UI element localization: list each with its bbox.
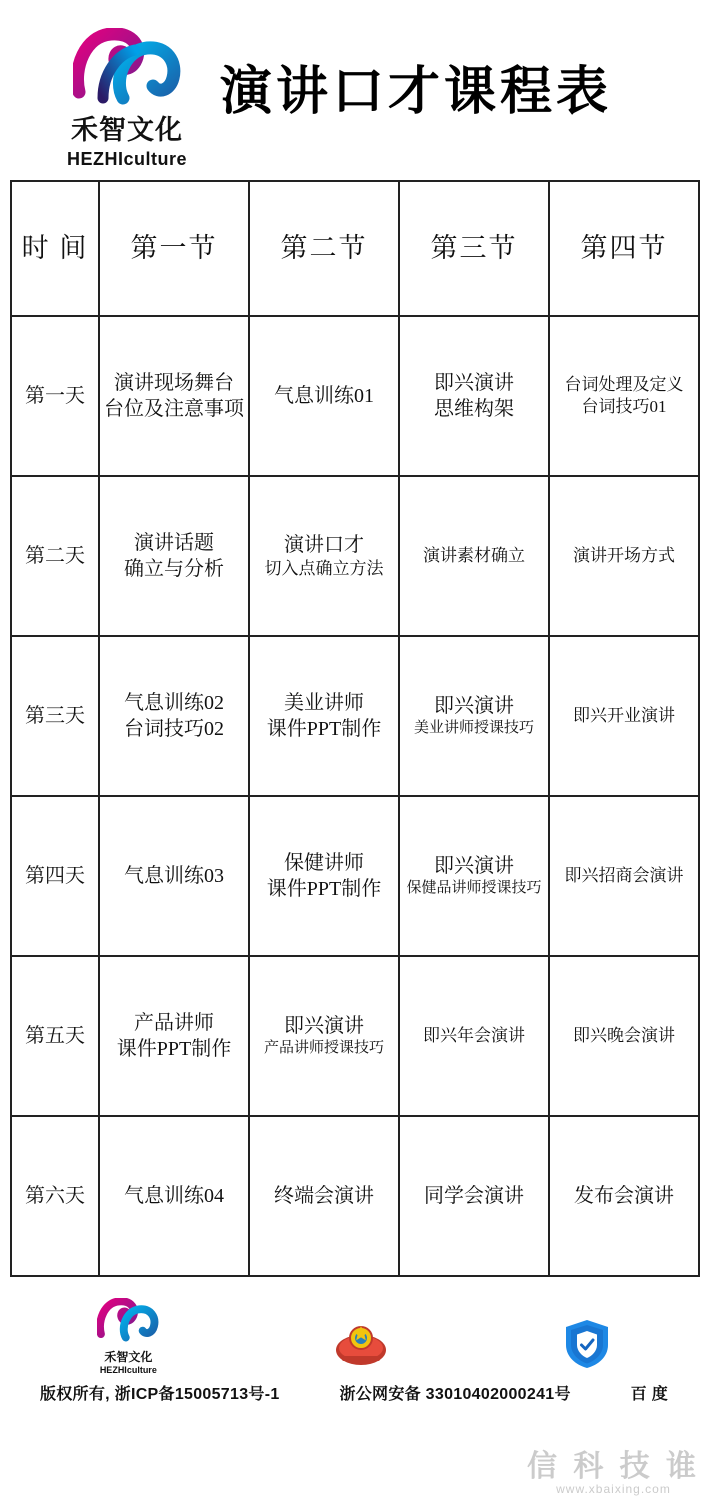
table-row [11, 316, 699, 476]
brand-name-en: HEZHIculture [66, 149, 187, 169]
page-header [0, 0, 708, 180]
police-record-text[interactable]: 浙公网安备 33010402000241号 [339, 1386, 571, 1403]
column-header-period-4: 第四节 [549, 181, 699, 316]
column-header-period-2: 第二节 [249, 181, 399, 316]
cell-day3-period2: 美业讲师 课件PPT制作 [249, 636, 399, 796]
cell-day3-period1: 气息训练02 台词技巧02 [99, 636, 249, 796]
column-header-period-1: 第一节 [99, 181, 249, 316]
cell-day4-period4: 即兴招商会演讲 [549, 796, 699, 956]
footer-icon-row [10, 1301, 698, 1375]
baidu-label[interactable]: 百 度 [630, 1386, 669, 1403]
cell-day4-period2: 保健讲师 课件PPT制作 [249, 796, 399, 956]
cell-day4-period1: 气息训练03 [99, 796, 249, 956]
page-footer [0, 1301, 708, 1404]
table-row [11, 636, 699, 796]
cell-day1-period4: 台词处理及定义 台词技巧01 [549, 316, 699, 476]
cell-day4-period3: 即兴演讲 保健品讲师授课技巧 [399, 796, 549, 956]
cell-day2-period1: 演讲话题 确立与分析 [99, 476, 249, 636]
cell-day6-period1: 气息训练04 [99, 1116, 249, 1276]
page-title: 演讲口才课程表 [220, 63, 613, 121]
footer-brand-logo [97, 1298, 159, 1375]
table-row [11, 1116, 699, 1276]
footer-brand-name-en: HEZHIculture [99, 1365, 157, 1375]
cell-day6-period2: 终端会演讲 [249, 1116, 399, 1276]
table-row [11, 476, 699, 636]
schedule-table-wrap [0, 180, 708, 1277]
cell-day6-period3: 同学会演讲 [399, 1116, 549, 1276]
column-header-period-3: 第三节 [399, 181, 549, 316]
row-day-label: 第三天 [11, 636, 99, 796]
row-day-label: 第四天 [11, 796, 99, 956]
hezhi-logo-icon [97, 1298, 159, 1342]
cell-day5-period2: 即兴演讲 产品讲师授课技巧 [249, 956, 399, 1116]
cell-day2-period2: 演讲口才 切入点确立方法 [249, 476, 399, 636]
table-header-row [11, 181, 699, 316]
trust-shield[interactable] [563, 1318, 611, 1375]
cell-day1-period3: 即兴演讲 思维构架 [399, 316, 549, 476]
brand-name-cn: 禾智文化 [71, 115, 183, 145]
police-badge[interactable] [334, 1320, 388, 1375]
table-row [11, 956, 699, 1116]
cell-day5-period4: 即兴晚会演讲 [549, 956, 699, 1116]
watermark-url: www.xbaixing.com [556, 1482, 671, 1496]
footer-text-row [10, 1381, 698, 1404]
cell-day3-period3: 即兴演讲 美业讲师授课技巧 [399, 636, 549, 796]
brand-logo [52, 28, 202, 170]
trust-shield-icon [563, 1318, 611, 1370]
row-day-label: 第六天 [11, 1116, 99, 1276]
footer-brand-name-cn: 禾智文化 [104, 1350, 153, 1364]
column-header-time: 时 间 [11, 181, 99, 316]
schedule-table [10, 180, 700, 1277]
cell-day5-period1: 产品讲师 课件PPT制作 [99, 956, 249, 1116]
row-day-label: 第二天 [11, 476, 99, 636]
copyright-text: 版权所有, 浙ICP备15005713号-1 [39, 1386, 280, 1403]
hezhi-logo-icon [73, 28, 181, 106]
watermark-main: 信 科 技 谁 [526, 1450, 700, 1483]
table-row [11, 796, 699, 956]
cell-day1-period1: 演讲现场舞台 台位及注意事项 [99, 316, 249, 476]
police-badge-icon [334, 1320, 388, 1370]
watermark [527, 1452, 700, 1496]
cell-day5-period3: 即兴年会演讲 [399, 956, 549, 1116]
cell-day6-period4: 发布会演讲 [549, 1116, 699, 1276]
cell-day1-period2: 气息训练01 [249, 316, 399, 476]
row-day-label: 第五天 [11, 956, 99, 1116]
row-day-label: 第一天 [11, 316, 99, 476]
cell-day3-period4: 即兴开业演讲 [549, 636, 699, 796]
cell-day2-period3: 演讲素材确立 [399, 476, 549, 636]
cell-day2-period4: 演讲开场方式 [549, 476, 699, 636]
